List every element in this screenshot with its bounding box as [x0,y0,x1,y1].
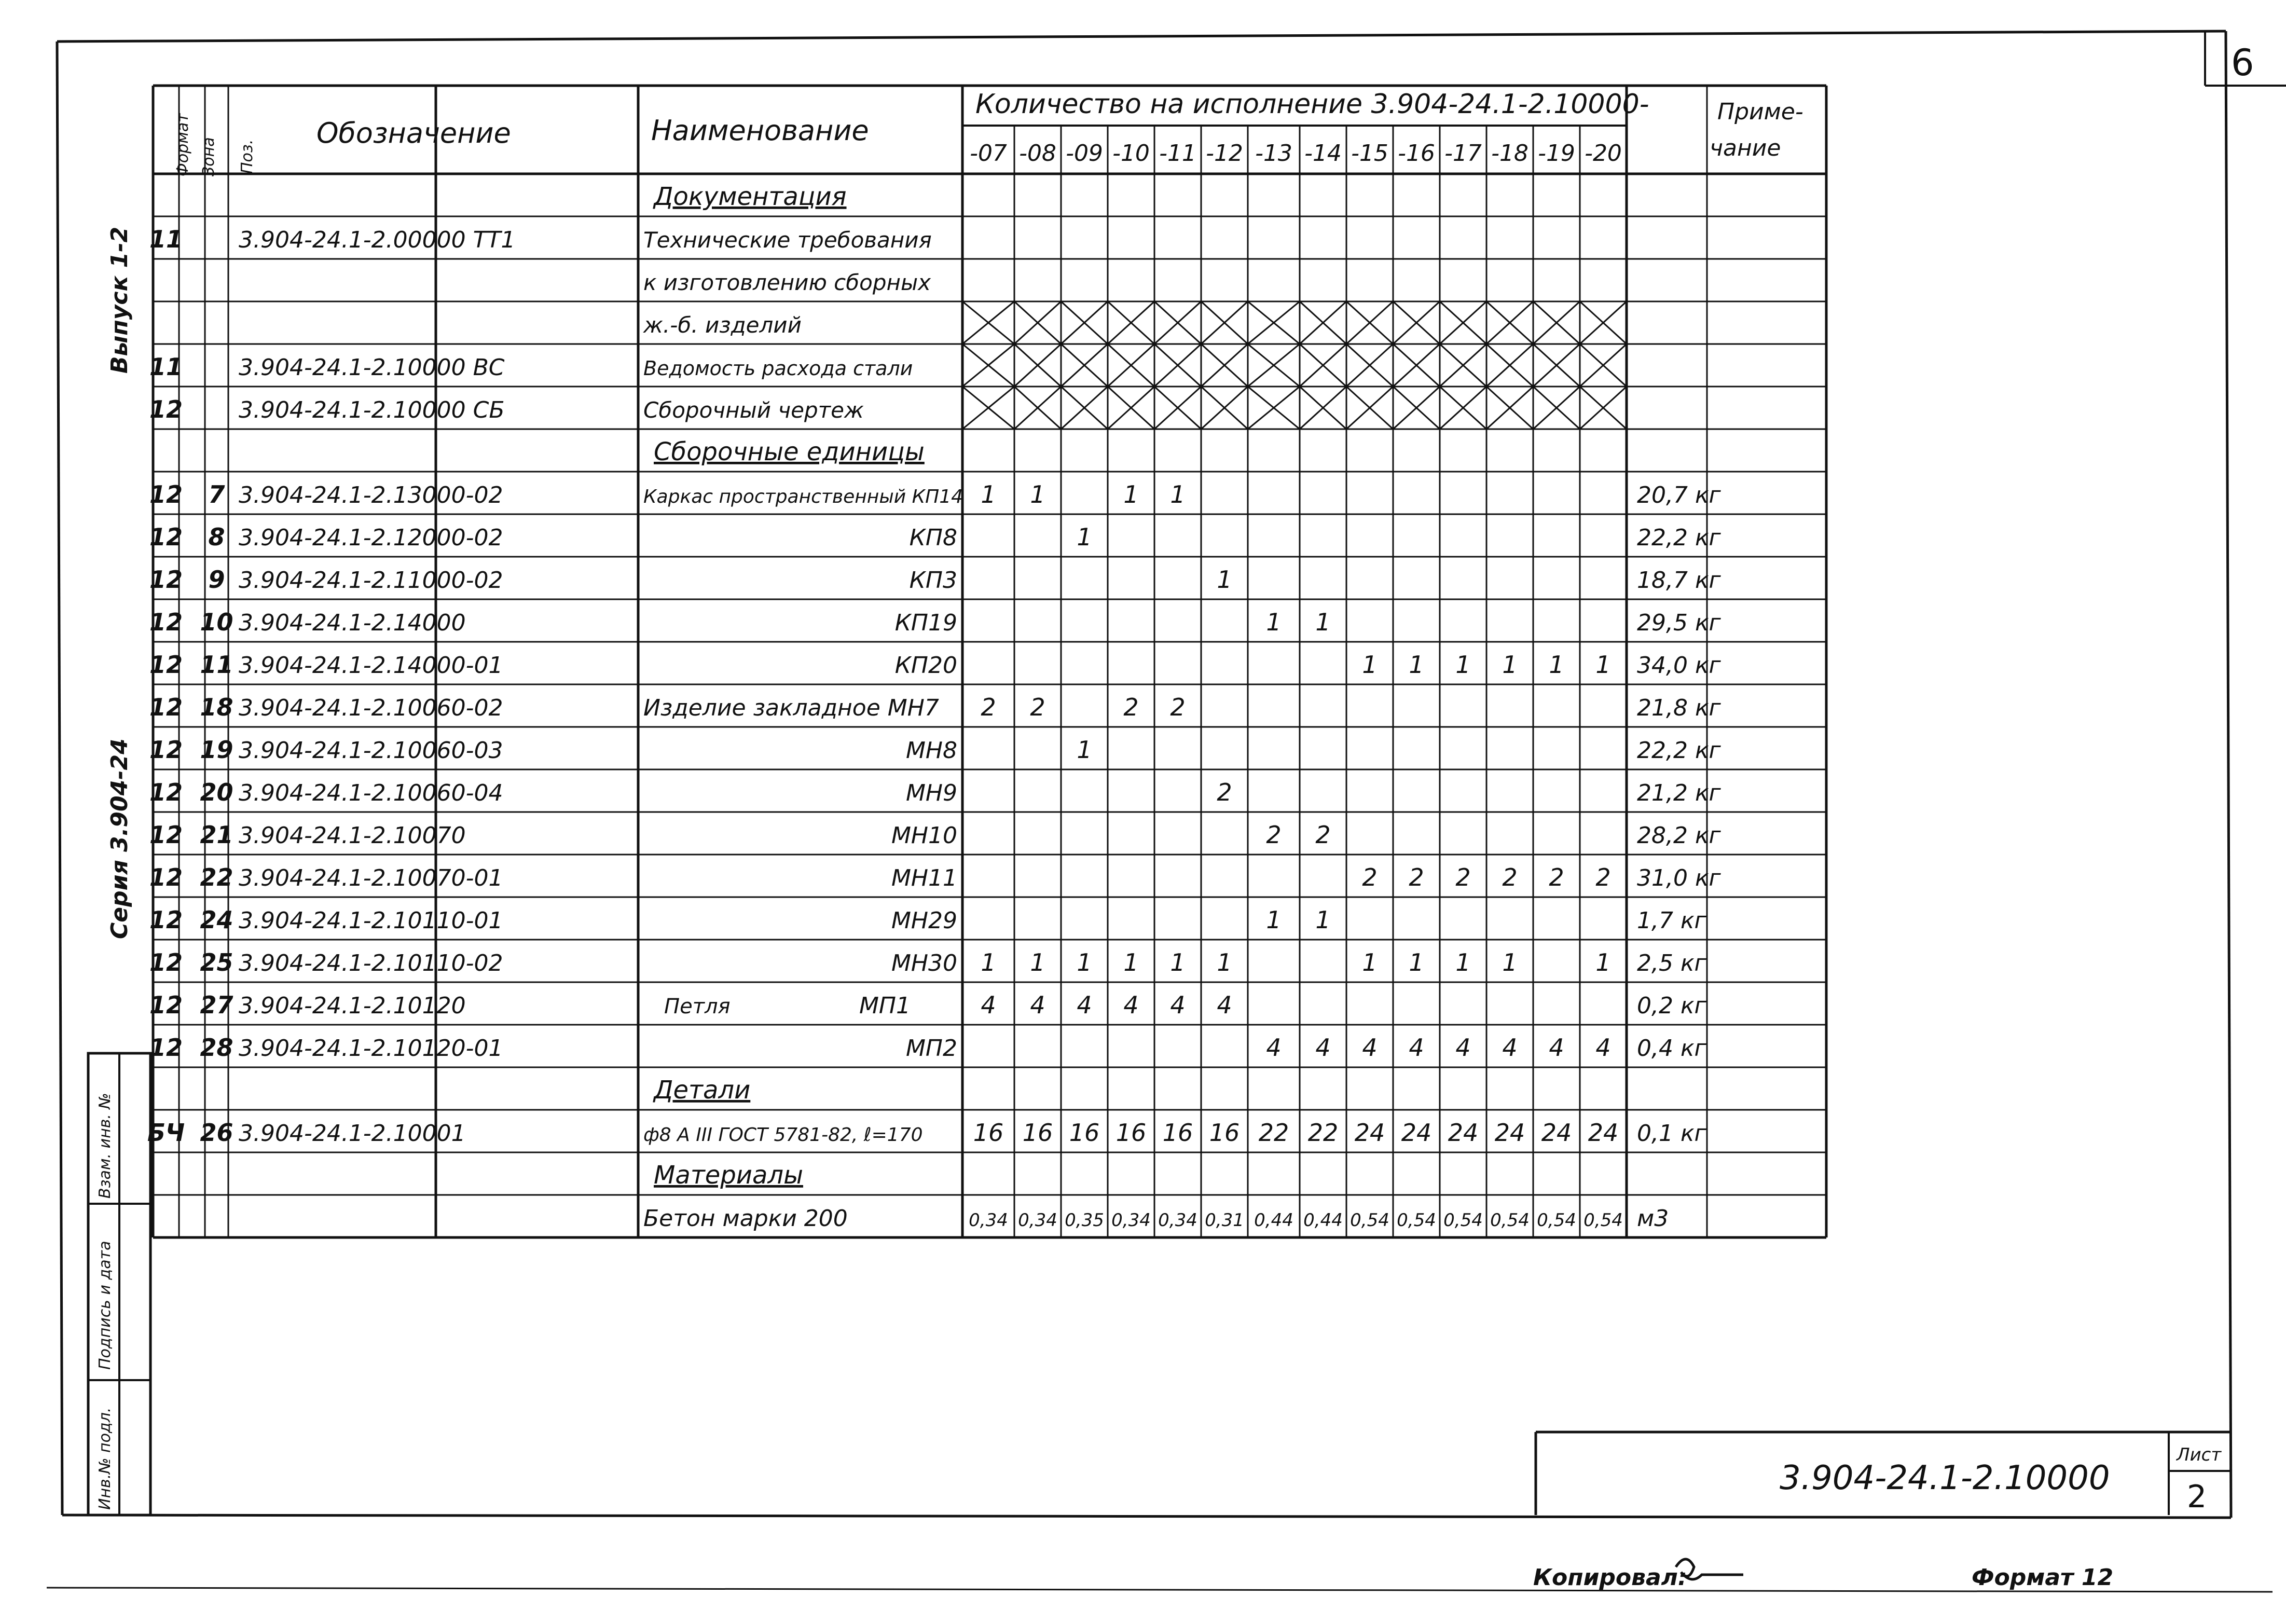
cell-position: 27 [200,991,233,1019]
table-row [149,863,1722,891]
cell-position: 11 [200,651,233,679]
table-row [149,608,1722,636]
cell-quantity: 0,31 [1205,1210,1244,1231]
cell-quantity: 1 [1030,480,1045,508]
stamp-sign-label: Подпись и дата [96,1241,114,1370]
cell-format: 12 [149,651,183,679]
cell-quantity: 1 [1549,651,1564,679]
cell-position: 9 [208,566,225,594]
cell-quantity: 2 [1409,863,1424,891]
table-row [149,821,1722,849]
cell-format: 12 [149,778,183,806]
cell-format: 11 [149,225,183,253]
cell-quantity: 1 [1217,566,1232,594]
sheet-corner-number: 6 [2231,42,2254,84]
header-format: Формат [174,113,192,176]
cell-note: 22,2 кг [1637,525,1721,551]
cell-quantity: 2 [1123,693,1139,721]
cell-name: МП1 [859,993,911,1019]
cell-name: МН10 [891,822,957,849]
cell-quantity: 0,34 [1018,1210,1057,1231]
cell-quantity: 22 [1258,1119,1289,1147]
cell-quantity: 24 [1401,1119,1432,1147]
cell-designation: 3.904-24.1-2.10001 [239,1120,466,1147]
cell-quantity: 16 [1116,1119,1147,1147]
cell-position: 26 [200,1119,233,1147]
table-row [149,693,1722,721]
table-row [149,353,913,381]
variant-header-5: -12 [1206,140,1243,167]
cell-quantity: 4 [1409,1034,1424,1062]
footer-format: Формат 12 [1972,1564,2114,1591]
cell-name: Сборочный чертеж [643,397,864,423]
variant-header-2: -09 [1066,140,1103,167]
table-row [149,736,1722,764]
cell-note: 31,0 кг [1637,865,1721,891]
cell-quantity: 24 [1541,1119,1572,1147]
title-designation: 3.904-24.1-2.10000 [1780,1459,2110,1497]
cell-format: 12 [149,523,183,551]
cell-format: 12 [149,480,183,508]
cell-quantity: 4 [1217,991,1232,1019]
variant-header-7: -14 [1304,140,1342,167]
header-name: Наименование [651,114,869,147]
cell-format: 12 [149,821,183,849]
cell-designation: 3.904-24.1-2.10120-01 [239,1035,503,1062]
cell-quantity: 4 [1030,991,1045,1019]
cell-format: 12 [149,736,183,764]
cell-name: КП19 [894,610,957,636]
variant-header-9: -16 [1398,140,1435,167]
cell-designation: 3.904-24.1-2.10000 СБ [239,397,505,423]
stamp-replace-label: Взам. инв. № [96,1093,114,1199]
cell-quantity: 4 [1315,1034,1331,1062]
cell-position: 7 [208,480,225,508]
cell-position: 10 [200,608,233,636]
cell-quantity: 1 [1123,480,1139,508]
cell-name: МН9 [905,780,957,806]
cell-quantity: 2 [1362,863,1378,891]
cell-quantity: 1 [1362,651,1378,679]
cell-format: 12 [149,1034,183,1062]
cell-quantity: 1 [1170,948,1186,976]
cell-quantity: 1 [1315,608,1331,636]
cell-quantity: 1 [1266,608,1282,636]
table-row [149,566,1722,594]
cell-quantity: 1 [1170,480,1186,508]
cell-name: МН8 [905,737,957,764]
cell-quantity: 1 [1595,948,1611,976]
side-label-issue: Выпуск 1-2 [106,226,133,374]
table-row [654,437,925,466]
cell-position: 22 [200,863,233,891]
cell-quantity: 1 [981,948,996,976]
variant-header-1: -08 [1019,140,1056,167]
variant-header-12: -19 [1538,140,1575,167]
cell-quantity: 2 [1030,693,1045,721]
cell-quantity: 4 [1266,1034,1282,1062]
cell-quantity: 0,44 [1303,1210,1343,1231]
cell-note: 22,2 кг [1637,737,1721,764]
cell-quantity: 16 [973,1119,1004,1147]
table-row [149,523,1722,551]
cell-name: МП2 [905,1035,957,1062]
cell-quantity: 4 [981,991,996,1019]
cell-quantity: 0,34 [1158,1210,1197,1231]
cell-designation: 3.904-24.1-2.14000 [239,610,466,636]
cell-quantity: 0,54 [1350,1210,1389,1231]
cell-name: ф8 А III ГОСТ 5781-82, ℓ=170 [643,1124,923,1146]
cell-note: 34,0 кг [1637,652,1721,679]
cell-format: 12 [149,608,183,636]
cell-designation: 3.904-24.1-2.11000-02 [239,567,503,594]
cell-format: 12 [149,566,183,594]
table-row [149,1034,1707,1062]
cell-designation: 3.904-24.1-2.10070-01 [239,865,503,891]
cell-quantity: 1 [1455,948,1471,976]
cell-format: 12 [149,991,183,1019]
variant-header-0: -07 [970,140,1007,167]
header-quantity: Количество на исполнение 3.904-24.1-2.10000- [975,89,1649,120]
cell-position: 25 [200,948,233,976]
cell-designation: 3.904-24.1-2.10060-04 [239,780,503,806]
cell-name: КП3 [909,567,957,594]
cell-quantity: 1 [1502,651,1518,679]
section-heading: Детали [654,1076,751,1105]
cell-name: к изготовлению сборных [643,270,931,295]
table-row [643,270,931,295]
cell-format: 12 [149,395,183,423]
cell-quantity: 0,54 [1490,1210,1530,1231]
cell-quantity: 1 [1409,948,1424,976]
cell-note: 21,8 кг [1637,695,1721,721]
cell-position: 28 [200,1034,233,1062]
cell-quantity: 1 [1123,948,1139,976]
cell-note: 21,2 кг [1637,780,1721,806]
table-row [653,1076,750,1105]
cell-name: КП20 [894,652,957,679]
cell-quantity: 24 [1354,1119,1385,1147]
cell-note: 29,5 кг [1637,610,1721,636]
cell-format: 12 [149,863,183,891]
cell-quantity: 2 [1595,863,1611,891]
cell-designation: 3.904-24.1-2.10060-03 [239,737,503,764]
section-heading: Документация [654,182,847,211]
side-label-series: Серия 3.904-24 [106,738,133,939]
cell-quantity: 1 [1455,651,1471,679]
cell-quantity: 1 [1315,906,1331,934]
stamp-inv-label: Инв.№ подл. [96,1407,114,1510]
table-row [149,906,1707,934]
cell-quantity: 1 [1077,736,1092,764]
cell-quantity: 1 [1502,948,1518,976]
cell-quantity: 1 [1266,906,1282,934]
cell-name: КП8 [909,525,957,551]
cell-quantity: 0,54 [1583,1210,1623,1231]
cell-format: БЧ [147,1119,185,1147]
cell-note: 0,4 кг [1637,1035,1706,1062]
cell-quantity: 2 [1217,778,1232,806]
cell-quantity: 4 [1362,1034,1378,1062]
variant-header-11: -18 [1491,140,1528,167]
cell-quantity: 1 [1077,523,1092,551]
cell-quantity: 1 [981,480,996,508]
cell-position: 8 [208,523,225,551]
cell-position: 21 [200,821,233,849]
variant-header-10: -17 [1444,140,1482,167]
cell-quantity: 4 [1123,991,1139,1019]
cell-quantity: 1 [1077,948,1092,976]
cell-name: Ведомость расхода стали [643,357,913,380]
cell-position: 19 [200,736,233,764]
cell-name: Каркас пространственный КП14 [643,486,963,507]
table-row [149,480,1722,508]
table-row [643,1205,1669,1232]
cell-note: 20,7 кг [1637,482,1721,508]
variant-header-4: -11 [1159,140,1196,167]
cell-quantity: 4 [1077,991,1092,1019]
cell-note: 2,5 кг [1637,950,1706,976]
cell-note: 0,2 кг [1637,993,1706,1019]
section-heading: Сборочные единицы [654,437,925,466]
cell-quantity: 0,34 [1111,1210,1151,1231]
cell-name: МН30 [891,950,957,976]
cell-designation: 3.904-24.1-2.10110-01 [239,907,503,934]
header-pos: Поз. [238,139,256,174]
cell-note: м3 [1637,1205,1669,1232]
cell-quantity: 24 [1494,1119,1525,1147]
cell-quantity: 0,54 [1537,1210,1576,1231]
variant-header-8: -15 [1351,140,1388,167]
table-row [149,991,1707,1019]
cell-quantity: 0,54 [1397,1210,1436,1231]
cell-quantity: 0,44 [1254,1210,1293,1231]
cell-format: 12 [149,948,183,976]
cell-quantity: 16 [1209,1119,1240,1147]
cell-quantity: 16 [1069,1119,1100,1147]
cell-quantity: 24 [1588,1119,1619,1147]
cell-name: МН29 [891,907,957,934]
table-row [149,225,932,253]
cell-note: 1,7 кг [1637,907,1706,934]
cell-name: Петля [664,995,731,1019]
cell-quantity: 4 [1455,1034,1471,1062]
cell-designation: 3.904-24.1-2.13000-02 [239,482,503,508]
cell-designation: 3.904-24.1-2.10120 [239,993,466,1019]
cell-format: 12 [149,906,183,934]
cell-quantity: 1 [1595,651,1611,679]
cell-designation: 3.904-24.1-2.10110-02 [239,950,503,976]
cell-quantity: 2 [1170,693,1186,721]
cell-quantity: 2 [1502,863,1518,891]
cell-quantity: 1 [1362,948,1378,976]
cell-designation: 3.904-24.1-2.14000-01 [239,652,503,679]
table-row [149,778,1722,806]
cell-name: Технические требования [643,227,932,253]
cell-quantity: 2 [1549,863,1564,891]
table-row [653,182,847,211]
cell-quantity: 16 [1022,1119,1053,1147]
cell-format: 11 [149,353,183,381]
cell-position: 20 [200,778,233,806]
cell-designation: 3.904-24.1-2.00000 ТТ1 [239,227,516,253]
cell-quantity: 1 [1217,948,1232,976]
section-heading: Материалы [654,1161,803,1190]
cell-designation: 3.904-24.1-2.10060-02 [239,695,503,721]
cell-quantity: 16 [1162,1119,1193,1147]
cell-quantity: 1 [1030,948,1045,976]
cell-quantity: 2 [1455,863,1471,891]
cell-quantity: 0,34 [969,1210,1008,1231]
variant-header-3: -10 [1112,140,1150,167]
cell-name: МН11 [891,865,957,891]
cell-quantity: 2 [981,693,996,721]
header-note-line1: Приме- [1717,99,1803,125]
table-row [149,651,1722,679]
cell-quantity: 4 [1170,991,1186,1019]
table-row [149,395,864,423]
title-sheet-number: 2 [2187,1479,2207,1515]
cell-name: ж.-б. изделий [643,312,802,338]
footer-copied: Копировал: [1533,1564,1687,1591]
cell-note: 18,7 кг [1637,567,1721,594]
cell-quantity: 4 [1595,1034,1611,1062]
header-note-line2: чание [1710,135,1781,161]
cell-designation: 3.904-24.1-2.10070 [239,822,466,849]
cell-quantity: 22 [1307,1119,1339,1147]
cell-quantity: 4 [1502,1034,1518,1062]
cell-position: 24 [200,906,233,934]
cell-position: 18 [200,693,233,721]
table-row [149,948,1707,976]
header-designation: Обозначение [316,117,511,149]
cell-quantity: 2 [1266,821,1282,849]
cell-quantity: 1 [1409,651,1424,679]
variant-header-6: -13 [1255,140,1292,167]
header-zone: Зона [200,137,218,176]
table-row [643,312,802,338]
cell-quantity: 0,35 [1065,1210,1104,1231]
cell-designation: 3.904-24.1-2.12000-02 [239,525,503,551]
cell-note: 0,1 кг [1637,1120,1706,1147]
cell-quantity: 4 [1549,1034,1564,1062]
cell-name: Изделие закладное МН7 [643,695,939,721]
variant-header-13: -20 [1585,140,1622,167]
cell-format: 12 [149,693,183,721]
cell-note: 28,2 кг [1637,822,1721,849]
table-row [147,1119,1707,1147]
table-row [654,1161,803,1190]
cell-quantity: 2 [1315,821,1331,849]
cell-quantity: 24 [1448,1119,1479,1147]
cell-quantity: 0,54 [1443,1210,1483,1231]
cell-name: Бетон марки 200 [643,1205,848,1232]
title-sheet-label: Лист [2177,1444,2222,1465]
cell-designation: 3.904-24.1-2.10000 ВС [239,354,505,381]
